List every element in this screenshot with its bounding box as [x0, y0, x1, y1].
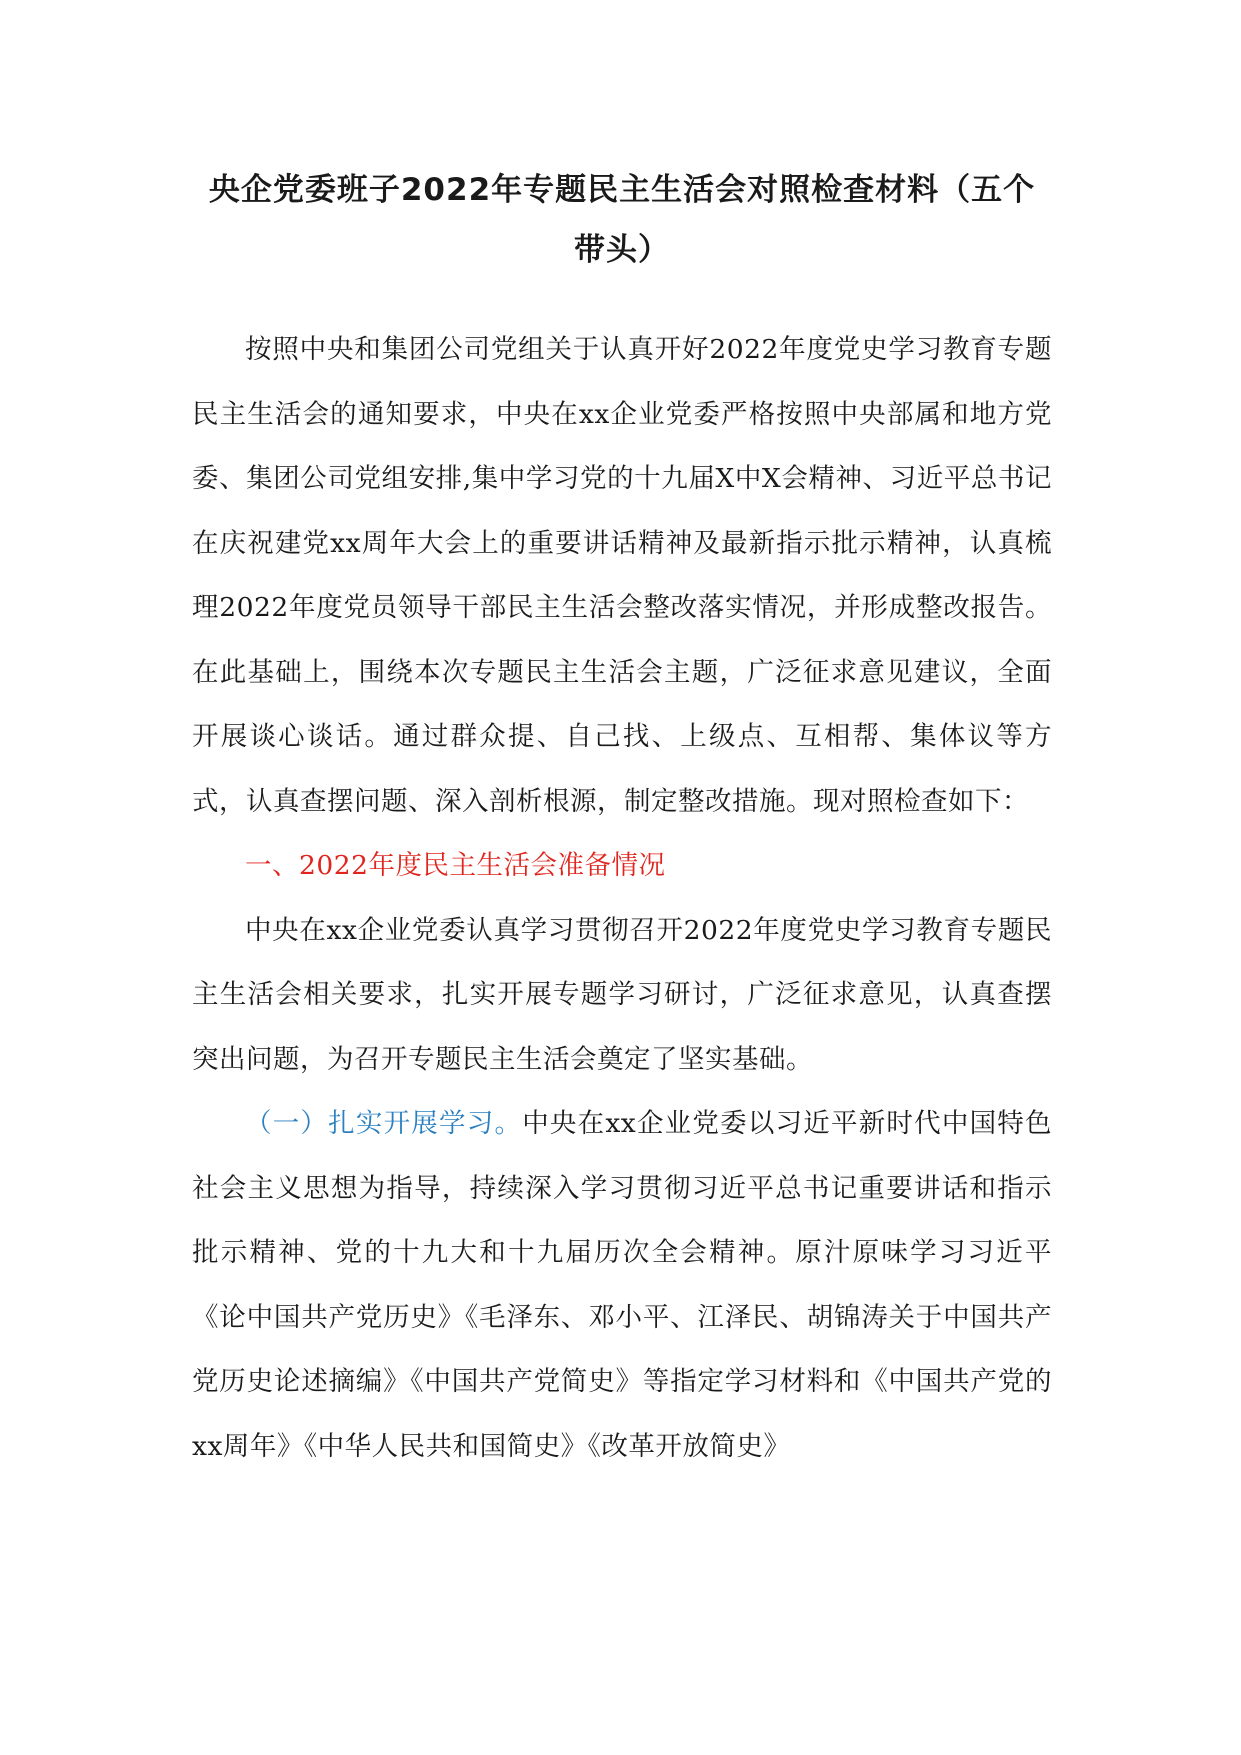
section-1-paragraph: 中央在xx企业党委认真学习贯彻召开2022年度党史学习教育专题民主生活会相关要求，扎实开展专题学习研讨，广泛征求意见，认真查摆突出问题，为召开专题民主生活会奠定了坚实基础。 — [192, 914, 1052, 1075]
title-line-1: 央企党委班子2022年专题民主生活会对照检查材料（五个 — [208, 172, 1036, 208]
title-line-2: 带头） — [574, 232, 670, 268]
subsection-1-heading: （一）扎实开展学习。 — [245, 1108, 523, 1139]
subsection-1-text: 中央在xx企业党委以习近平新时代中国特色社会主义思想为指导，持续深入学习贯彻习近平总书记重要讲话和指示批示精神、党的十九大和十九届历次全会精神。原汁原味学习习近平《论中国共产党历史》《毛泽东、邓小平、江泽民、胡锦涛关于中国共产党历史论述摘编》《中国共产党简史》等指定学习材料和《中国共产党的xx周年》《中华人民共和国简史》《改革开放简史》 — [192, 1108, 1053, 1462]
document-content — [192, 160, 1052, 1479]
subsection-1-paragraph — [192, 1092, 1052, 1479]
section-1-heading: 一、2022年度民主生活会准备情况 — [245, 850, 666, 881]
intro-paragraph: 按照中央和集团公司党组关于认真开好2022年度党史学习教育专题民主生活会的通知要求，中央在xx企业党委严格按照中央部属和地方党委、集团公司党组安排,集中学习党的十九届X中X会精神、习近平总书记在庆祝建党xx周年大会上的重要讲话精神及最新指示批示精神，认真梳理2022年度党员领导干部民主生活会整改落实情况，并形成整改报告。在此基础上，围绕本次专题民主生活会主题，广泛征求意见建议，全面开展谈心谈话。通过群众提、自己找、上级点、互相帮、集体议等方式，认真查摆问题、深入剖析根源，制定整改措施。现对照检查如下： — [192, 334, 1052, 817]
document-title — [192, 160, 1052, 280]
